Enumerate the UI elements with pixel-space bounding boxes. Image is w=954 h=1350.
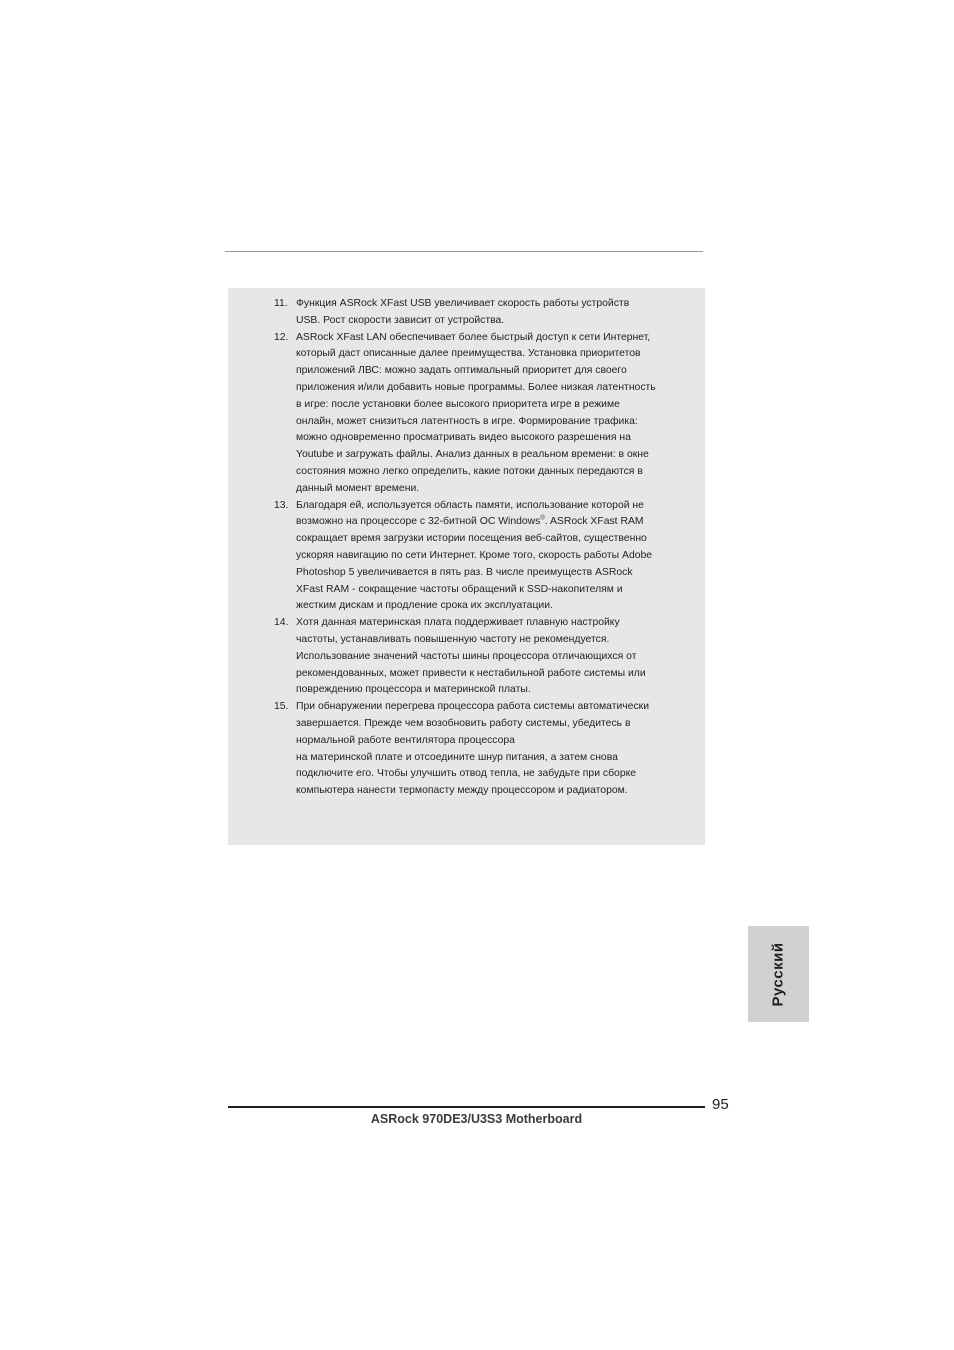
note-number: 12. xyxy=(274,331,289,343)
note-text-line2b: . ASRock XFast RAM xyxy=(544,516,644,528)
note-number: 11. xyxy=(274,298,288,309)
language-tab xyxy=(748,926,809,1022)
note-item-15 xyxy=(228,699,705,800)
note-text: ASRock XFast LAN обеспечивает более быстрый доступ к сети Интернет, который даст описанные далее преимущества. Установка приоритетов приложений ЛВС: можно задать оптимальный приоритет для своего приложения и/или добавить новые программы. Более низкая латентность в игре: после установки более высокого приоритета игре в режиме онлайн, может снизиться латентность в игре. Формирование трафика: можно одновременно просматривать видео высокого разрешения на Youtube и загружать файлы. Анализ данных в реальном времени: в окне состояния можно легко определить, какие потоки данных передаются в данный момент времени. xyxy=(296,331,656,494)
language-label: Русский xyxy=(770,941,788,1007)
note-text xyxy=(296,498,696,616)
note-text-line1: Благодаря ей, используется область памяти, использование которой не xyxy=(296,499,644,511)
footer-divider xyxy=(228,1106,705,1108)
registered-mark: ® xyxy=(540,515,545,522)
note-text: При обнаружении перегрева процессора работа системы автоматически завершается. Прежде чем возобновить работу системы, убедитесь в нормальной работе вентилятора процессора на материнской плате и отсоедините шнур питания, а затем снова подключите его. Чтобы улучшить отвод тепла, не забудьте при сборке компьютера нанести термопасту между процессором и радиатором. xyxy=(296,701,649,797)
note-text-line2a: возможно на процессоре с 32-битной ОС Windows xyxy=(296,516,541,528)
notes-panel xyxy=(228,288,705,845)
note-text: Хотя данная материнская плата поддерживает плавную настройку частоты, устанавливать повышенную частоту не рекомендуется. Использование значений частоты шины процессора отличающихся от рекомендованных, может привести к нестабильной работе системы или повреждению процессора и материнской платы. xyxy=(296,617,646,696)
notes-list xyxy=(228,296,705,800)
note-item-12 xyxy=(228,330,705,498)
note-item-13 xyxy=(228,498,705,616)
note-item-11 xyxy=(228,296,705,330)
note-item-14 xyxy=(228,615,705,699)
note-number: 14. xyxy=(274,617,289,629)
note-number: 13. xyxy=(274,499,289,511)
note-number: 15. xyxy=(274,701,289,713)
note-text-rest: сокращает время загрузки истории посещения веб-сайтов, существенно ускоряя навигацию по сети Интернет. Кроме того, скорость работы Adobe Photoshop 5 увеличивается в пять раз. В числе преимуществ ASRock XFast RAM - сокращение частоты обращений к SSD-накопителям и жестким дискам и продление срока их эксплуатации. xyxy=(296,533,653,612)
page-number: 95 xyxy=(712,1096,729,1113)
top-divider xyxy=(225,251,703,252)
note-text: Функция ASRock XFast USB увеличивает скорость работы устройств USB. Рост скорости зависит от устройства. xyxy=(296,298,630,326)
footer-title: ASRock 970DE3/U3S3 Motherboard xyxy=(370,1112,583,1126)
